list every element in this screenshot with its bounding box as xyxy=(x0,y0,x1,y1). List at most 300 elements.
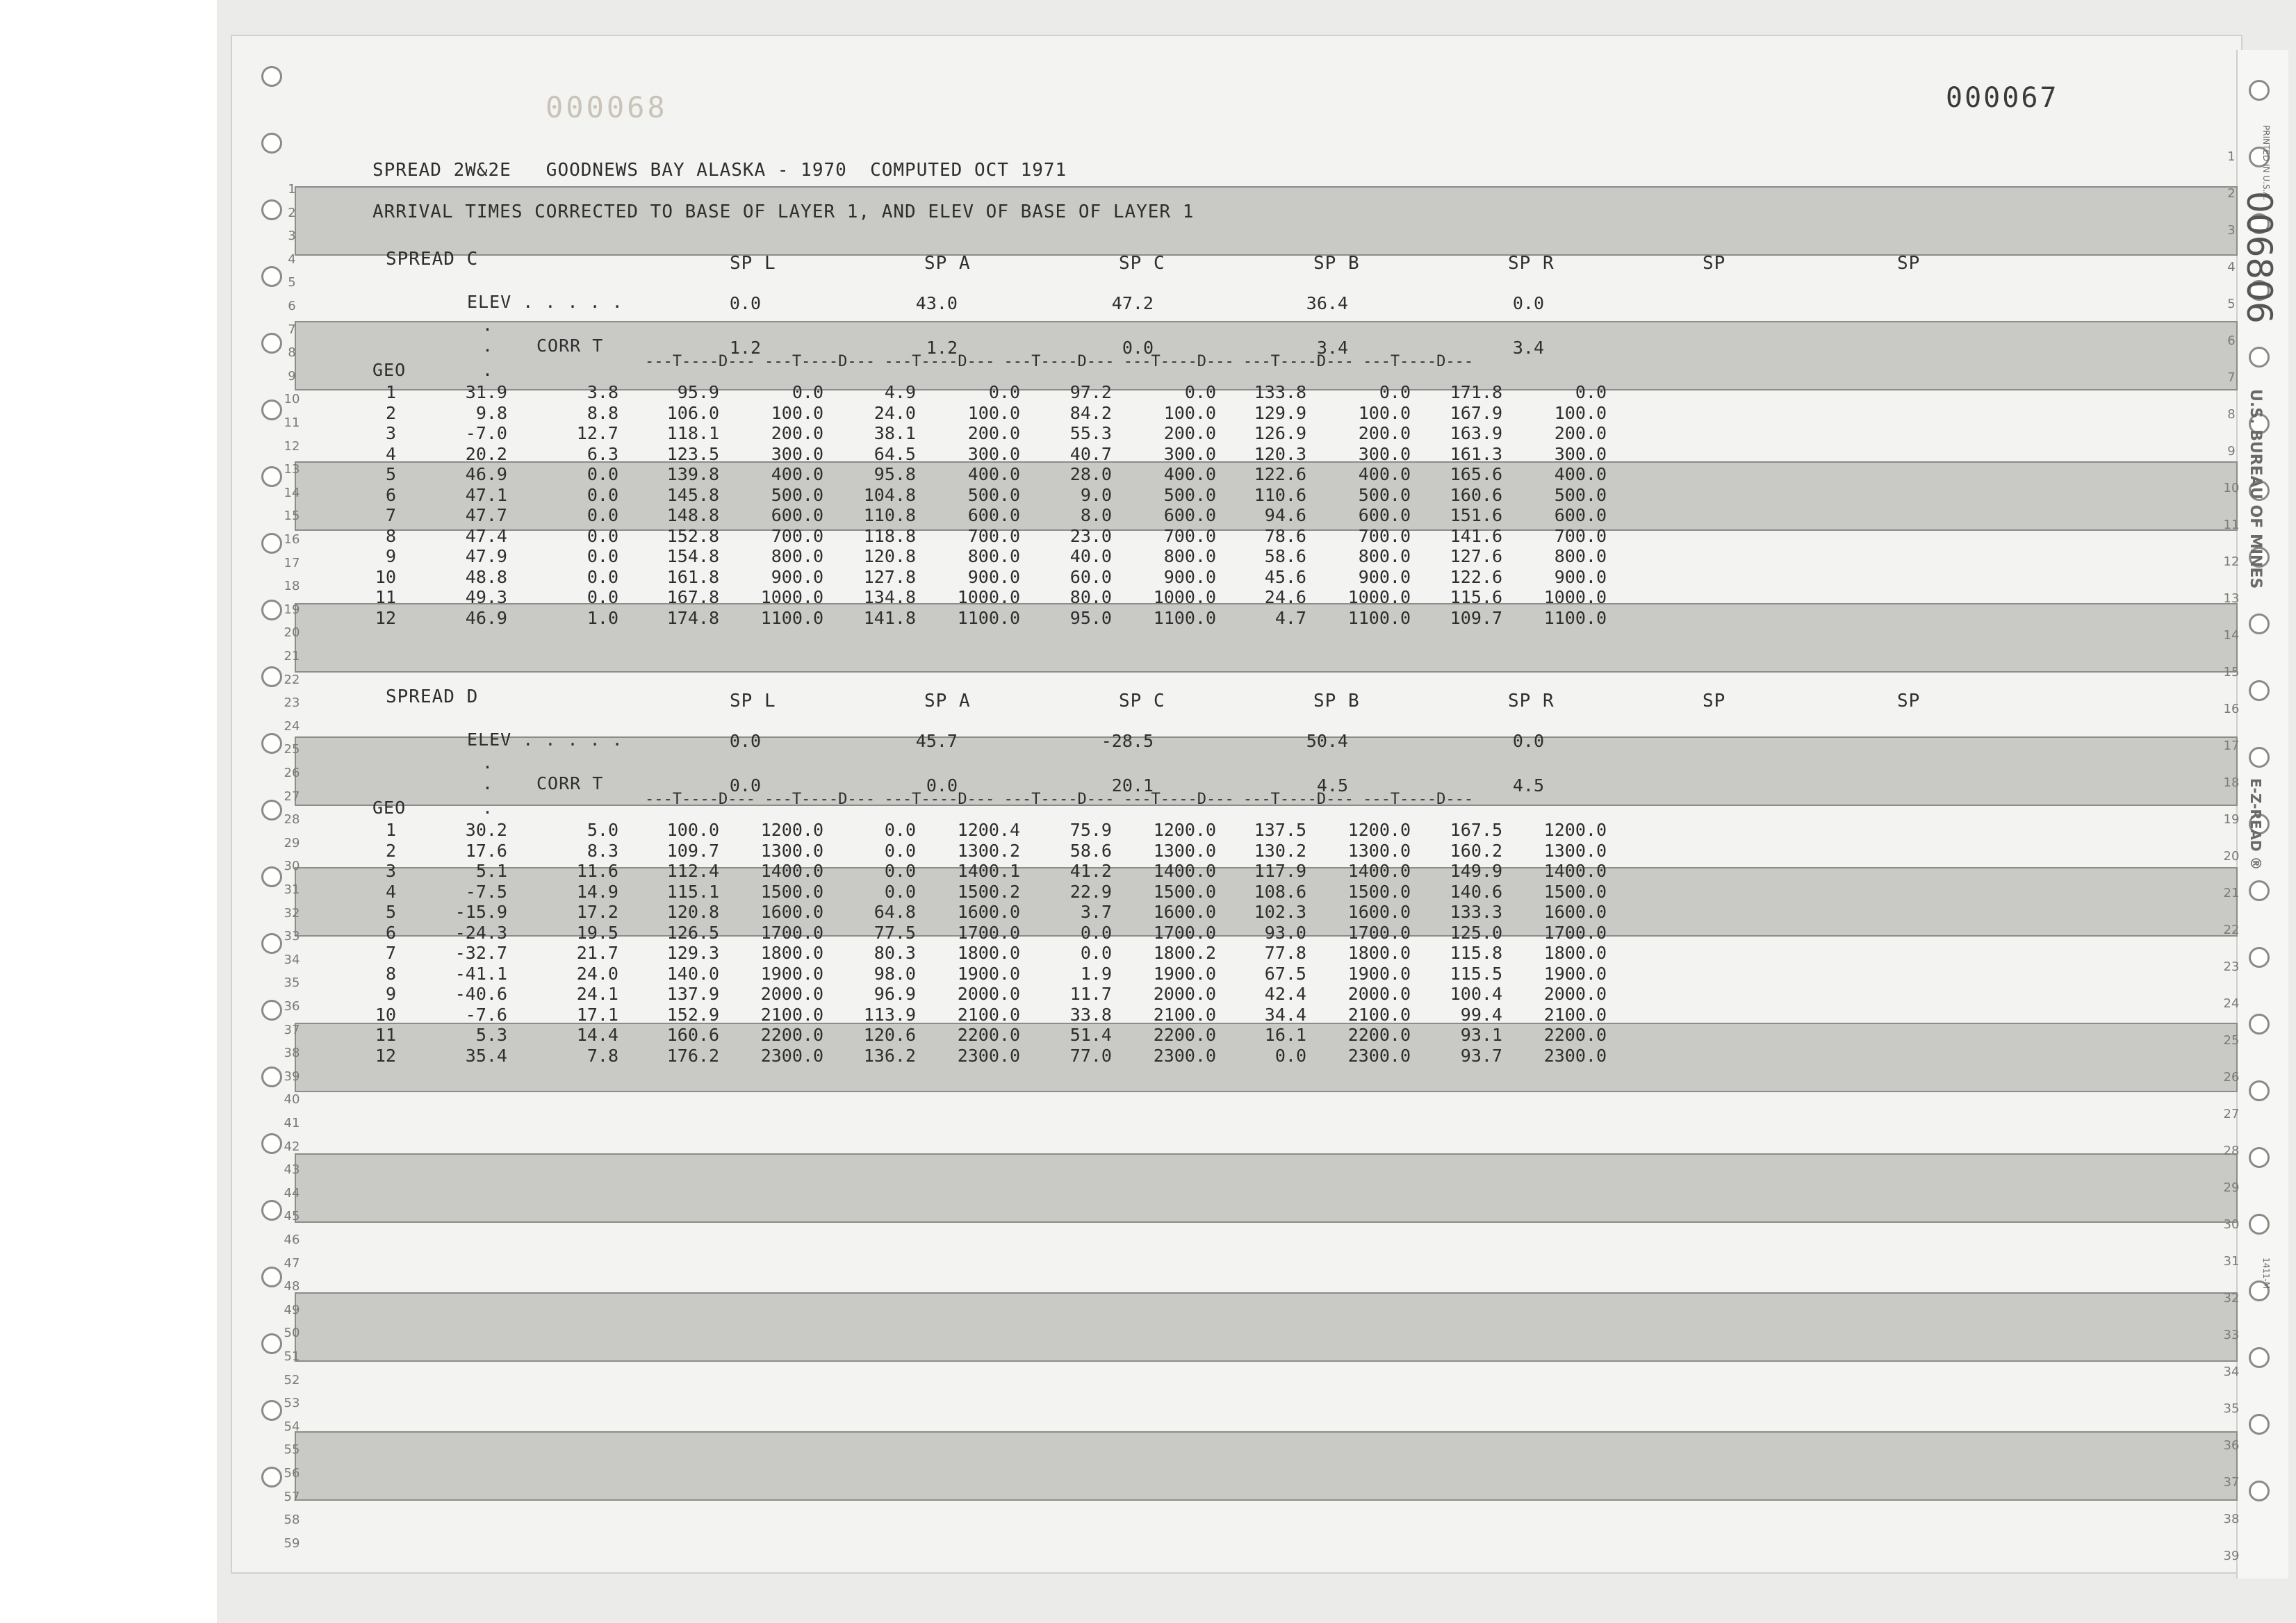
geo-elev: 47.1 xyxy=(465,484,507,505)
line-number-left: 36 xyxy=(284,999,300,1014)
geo-elev: -41.1 xyxy=(454,963,507,984)
arrival-time-t: 64.8 xyxy=(874,902,916,922)
arrival-time-t: 163.9 xyxy=(1450,423,1502,443)
distance-d: 900.0 xyxy=(771,566,823,587)
arrival-time-t: 95.8 xyxy=(874,464,916,484)
distance-d: 200.0 xyxy=(967,423,1020,443)
distance-d: 1700.0 xyxy=(957,922,1020,943)
corr-t-value: 1.2 xyxy=(729,338,761,358)
arrival-time-t: 51.4 xyxy=(1069,1025,1112,1045)
control-number: 000067 xyxy=(1946,82,2059,114)
line-number-left: 47 xyxy=(284,1255,300,1271)
distance-d: 200.0 xyxy=(1358,423,1411,443)
sprocket-hole-left xyxy=(261,266,282,287)
distance-d: 1200.0 xyxy=(1153,820,1216,840)
greenbar-band xyxy=(295,1153,2238,1223)
distance-d: 2000.0 xyxy=(1543,984,1607,1004)
arrival-time-t: 112.4 xyxy=(666,861,719,881)
distance-d: 600.0 xyxy=(1358,505,1411,525)
line-number-right: 30 xyxy=(2223,1217,2240,1232)
line-number-right: 11 xyxy=(2223,518,2240,532)
arrival-time-t: 100.0 xyxy=(666,820,719,840)
distance-d: 1900.0 xyxy=(1543,963,1607,984)
sprocket-hole-right xyxy=(2249,1481,2270,1501)
line-number-left: 49 xyxy=(284,1302,300,1317)
arrival-time-t: 0.0 xyxy=(1080,922,1112,943)
sp-column-header: SP R xyxy=(1508,253,1555,274)
arrival-time-t: 95.9 xyxy=(677,382,719,402)
line-number-right: 26 xyxy=(2223,1070,2240,1085)
sp-column-header: SP A xyxy=(924,691,971,711)
sp-column-header: SP L xyxy=(730,691,776,711)
line-number-left: 52 xyxy=(284,1372,300,1387)
arrival-time-t: 152.8 xyxy=(666,525,719,546)
distance-d: 1100.0 xyxy=(1153,607,1216,628)
distance-d: 500.0 xyxy=(1163,484,1216,505)
geo-elev: -15.9 xyxy=(454,902,507,922)
distance-d: 1700.0 xyxy=(1153,922,1216,943)
geo-corr: 24.0 xyxy=(576,963,618,984)
geo-corr: 0.0 xyxy=(587,525,618,546)
arrival-time-t: 0.0 xyxy=(1274,1045,1306,1066)
geo-corr: 6.3 xyxy=(587,443,618,464)
sprocket-hole-left xyxy=(261,933,282,954)
arrival-time-t: 75.9 xyxy=(1069,820,1112,840)
distance-d: 1100.0 xyxy=(760,607,823,628)
elev-value: 36.4 xyxy=(1306,293,1348,313)
distance-d: 600.0 xyxy=(1554,505,1607,525)
line-number-left: 21 xyxy=(284,649,300,664)
distance-d: 200.0 xyxy=(1163,423,1216,443)
distance-d: 900.0 xyxy=(1358,566,1411,587)
distance-d: 2100.0 xyxy=(1347,1004,1411,1025)
geo-number: 7 xyxy=(385,505,396,525)
arrival-time-t: 0.0 xyxy=(884,861,916,881)
arrival-time-t: 160.6 xyxy=(1450,484,1502,505)
arrival-time-t: 154.8 xyxy=(666,546,719,566)
geo-corr: 21.7 xyxy=(576,943,618,963)
distance-d: 500.0 xyxy=(771,484,823,505)
distance-d: 2000.0 xyxy=(957,984,1020,1004)
arrival-time-t: 167.9 xyxy=(1450,402,1502,423)
line-number-left: 1 xyxy=(288,182,296,197)
arrival-time-t: 33.8 xyxy=(1069,1004,1112,1025)
arrival-time-t: 160.2 xyxy=(1450,840,1502,861)
sp-column-header: SP L xyxy=(730,253,776,274)
arrival-time-t: 118.1 xyxy=(666,423,719,443)
distance-d: 900.0 xyxy=(967,566,1020,587)
report-title: SPREAD 2W&2E GOODNEWS BAY ALASKA - 1970 COMPUTED OCT 1971 xyxy=(372,160,1067,181)
corr-t-label: CORR T xyxy=(536,336,604,356)
arrival-time-t: 102.3 xyxy=(1254,902,1306,922)
arrival-time-t: 99.4 xyxy=(1460,1004,1502,1025)
distance-d: 1900.0 xyxy=(1153,963,1216,984)
sprocket-hole-left xyxy=(261,199,282,220)
line-number-left: 15 xyxy=(284,509,300,524)
distance-d: 1800.0 xyxy=(1543,943,1607,963)
greenbar-band xyxy=(295,1431,2238,1501)
line-number-right: 23 xyxy=(2223,959,2240,974)
arrival-time-t: 94.6 xyxy=(1264,505,1306,525)
distance-d: 0.0 xyxy=(1379,382,1411,402)
distance-d: 1800.0 xyxy=(760,943,823,963)
geo-corr: 8.8 xyxy=(587,402,618,423)
bureau-of-mines-text: U.S. BUREAU OF MINES xyxy=(2247,389,2264,589)
distance-d: 400.0 xyxy=(1358,464,1411,484)
arrival-time-t: 152.9 xyxy=(666,1004,719,1025)
sp-column-header: SP C xyxy=(1119,691,1165,711)
line-number-right: 25 xyxy=(2223,1033,2240,1048)
arrival-time-t: 171.8 xyxy=(1450,382,1502,402)
distance-d: 1600.0 xyxy=(1543,902,1607,922)
spread-name: SPREAD D xyxy=(386,686,479,707)
elev-value: 0.0 xyxy=(729,731,761,751)
line-number-right: 21 xyxy=(2223,886,2240,900)
geo-number: 8 xyxy=(385,963,396,984)
distance-d: 1900.0 xyxy=(1347,963,1411,984)
line-number-right: 3 xyxy=(2227,223,2236,238)
distance-d: 1000.0 xyxy=(1153,587,1216,607)
arrival-time-t: 100.4 xyxy=(1450,984,1502,1004)
arrival-time-t: 120.3 xyxy=(1254,443,1306,464)
geo-number: 5 xyxy=(385,464,396,484)
arrival-time-t: 110.6 xyxy=(1254,484,1306,505)
geo-number: 2 xyxy=(385,402,396,423)
line-number-left: 31 xyxy=(284,882,300,897)
geo-elev: 17.6 xyxy=(465,840,507,861)
td-column-header: ---T----D--- ---T----D--- ---T----D--- ---T----D--- ---T----D--- ---T----D--- ---T----D--- xyxy=(645,791,1474,808)
distance-d: 200.0 xyxy=(1554,423,1607,443)
sp-column-header: SP xyxy=(1897,253,1921,274)
arrival-time-t: 127.8 xyxy=(863,566,916,587)
sprocket-hole-right xyxy=(2249,80,2270,101)
geo-elev: -32.7 xyxy=(454,943,507,963)
line-number-right: 13 xyxy=(2223,591,2240,606)
elev-value: 0.0 xyxy=(1512,731,1544,751)
sprocket-hole-right xyxy=(2249,1347,2270,1368)
arrival-time-t: 24.6 xyxy=(1264,587,1306,607)
sp-column-header: SP B xyxy=(1313,253,1360,274)
line-number-left: 30 xyxy=(284,859,300,874)
arrival-time-t: 41.2 xyxy=(1069,861,1112,881)
distance-d: 2300.0 xyxy=(1543,1045,1607,1066)
line-number-left: 4 xyxy=(288,252,296,267)
distance-d: 1400.0 xyxy=(760,861,823,881)
arrival-time-t: 141.8 xyxy=(863,607,916,628)
arrival-time-t: 120.6 xyxy=(863,1025,916,1045)
line-number-left: 51 xyxy=(284,1349,300,1364)
corr-t-value: 1.2 xyxy=(926,338,958,358)
distance-d: 2100.0 xyxy=(1543,1004,1607,1025)
line-number-left: 44 xyxy=(284,1185,300,1201)
geo-elev: 31.9 xyxy=(465,382,507,402)
distance-d: 2300.0 xyxy=(1153,1045,1216,1066)
geo-elev: 49.3 xyxy=(465,587,507,607)
arrival-time-t: 167.8 xyxy=(666,587,719,607)
arrival-time-t: 4.9 xyxy=(884,382,916,402)
line-number-left: 23 xyxy=(284,695,300,711)
line-number-left: 32 xyxy=(284,905,300,921)
arrival-time-t: 58.6 xyxy=(1069,840,1112,861)
distance-d: 400.0 xyxy=(1163,464,1216,484)
arrival-time-t: 106.0 xyxy=(666,402,719,423)
distance-d: 2100.0 xyxy=(1153,1004,1216,1025)
arrival-time-t: 176.2 xyxy=(666,1045,719,1066)
line-number-left: 50 xyxy=(284,1326,300,1341)
line-number-left: 12 xyxy=(284,438,300,454)
line-number-right: 38 xyxy=(2223,1512,2240,1526)
arrival-time-t: 34.4 xyxy=(1264,1004,1306,1025)
arrival-time-t: 0.0 xyxy=(884,820,916,840)
line-number-left: 37 xyxy=(284,1022,300,1037)
sprocket-hole-right xyxy=(2249,947,2270,968)
line-number-left: 5 xyxy=(288,275,296,290)
distance-d: 500.0 xyxy=(1358,484,1411,505)
distance-d: 1800.0 xyxy=(1347,943,1411,963)
arrival-time-t: 129.3 xyxy=(666,943,719,963)
line-number-left: 18 xyxy=(284,579,300,594)
arrival-time-t: 140.0 xyxy=(666,963,719,984)
arrival-time-t: 9.0 xyxy=(1080,484,1112,505)
arrival-time-t: 148.8 xyxy=(666,505,719,525)
arrival-time-t: 58.6 xyxy=(1264,546,1306,566)
line-number-right: 8 xyxy=(2227,407,2236,422)
distance-d: 2000.0 xyxy=(760,984,823,1004)
line-number-left: 59 xyxy=(284,1535,300,1551)
distance-d: 2300.0 xyxy=(957,1045,1020,1066)
sp-column-header: SP xyxy=(1897,691,1921,711)
arrival-time-t: 104.8 xyxy=(863,484,916,505)
sprocket-hole-left xyxy=(261,533,282,554)
distance-d: 800.0 xyxy=(1554,546,1607,566)
distance-d: 2200.0 xyxy=(957,1025,1020,1045)
distance-d: 800.0 xyxy=(1163,546,1216,566)
geo-elev: 46.9 xyxy=(465,607,507,628)
arrival-time-t: 151.6 xyxy=(1450,505,1502,525)
sprocket-hole-right xyxy=(2249,1214,2270,1235)
geo-corr: 24.1 xyxy=(576,984,618,1004)
arrival-time-t: 55.3 xyxy=(1069,423,1112,443)
sprocket-hole-left xyxy=(261,1066,282,1087)
distance-d: 100.0 xyxy=(1554,402,1607,423)
arrival-time-t: 93.1 xyxy=(1460,1025,1502,1045)
distance-d: 1900.0 xyxy=(760,963,823,984)
geo-corr: 0.0 xyxy=(587,484,618,505)
line-number-left: 19 xyxy=(284,602,300,617)
geo-number: 12 xyxy=(375,1045,396,1066)
arrival-time-t: 134.8 xyxy=(863,587,916,607)
geo-label: GEO xyxy=(372,360,407,380)
line-number-right: 17 xyxy=(2223,739,2240,753)
sprocket-hole-left xyxy=(261,1400,282,1421)
line-number-left: 54 xyxy=(284,1419,300,1434)
geo-number: 8 xyxy=(385,525,396,546)
arrival-time-t: 22.9 xyxy=(1069,881,1112,902)
distance-d: 1500.0 xyxy=(1347,881,1411,902)
geo-elev: 35.4 xyxy=(465,1045,507,1066)
distance-d: 500.0 xyxy=(1554,484,1607,505)
arrival-time-t: 4.7 xyxy=(1274,607,1306,628)
line-number-right: 37 xyxy=(2223,1475,2240,1490)
elev-value: 47.2 xyxy=(1111,293,1154,313)
distance-d: 1400.0 xyxy=(1347,861,1411,881)
arrival-time-t: 8.0 xyxy=(1080,505,1112,525)
corr-t-label: CORR T xyxy=(536,773,604,793)
corr-t-value: 0.0 xyxy=(926,775,958,796)
line-number-left: 14 xyxy=(284,485,300,500)
arrival-time-t: 139.8 xyxy=(666,464,719,484)
geo-elev: 9.8 xyxy=(475,402,507,423)
distance-d: 600.0 xyxy=(967,505,1020,525)
line-number-left: 26 xyxy=(284,766,300,780)
arrival-time-t: 133.3 xyxy=(1450,902,1502,922)
geo-corr: 7.8 xyxy=(587,1045,618,1066)
line-number-left: 20 xyxy=(284,625,300,641)
line-number-left: 41 xyxy=(284,1116,300,1130)
distance-d: 600.0 xyxy=(1163,505,1216,525)
arrival-time-t: 28.0 xyxy=(1069,464,1112,484)
sprocket-hole-left xyxy=(261,666,282,687)
distance-d: 1500.0 xyxy=(1543,881,1607,902)
arrival-time-t: 140.6 xyxy=(1450,881,1502,902)
line-number-right: 12 xyxy=(2223,554,2240,569)
line-number-right: 20 xyxy=(2223,849,2240,864)
sprocket-hole-left xyxy=(261,800,282,821)
arrival-time-t: 40.7 xyxy=(1069,443,1112,464)
distance-d: 300.0 xyxy=(1358,443,1411,464)
sprocket-hole-right xyxy=(2249,1014,2270,1035)
sprocket-hole-left xyxy=(261,399,282,420)
line-number-right: 6 xyxy=(2227,333,2236,348)
sprocket-hole-left xyxy=(261,866,282,887)
geo-number: 1 xyxy=(385,820,396,840)
greenbar-band xyxy=(295,1292,2238,1362)
arrival-time-t: 97.2 xyxy=(1069,382,1112,402)
sprocket-hole-left xyxy=(261,1333,282,1354)
geo-number: 10 xyxy=(375,1004,396,1025)
elev-value: 50.4 xyxy=(1306,731,1348,751)
line-number-left: 2 xyxy=(288,205,296,220)
dot-marker: . xyxy=(482,315,494,335)
geo-elev: -40.6 xyxy=(454,984,507,1004)
printed-in-usa-text: PRINTED IN U.S.A. xyxy=(2261,125,2271,201)
elev-value: 43.0 xyxy=(915,293,958,313)
geo-elev: 5.3 xyxy=(475,1025,507,1045)
distance-d: 900.0 xyxy=(1163,566,1216,587)
line-number-right: 33 xyxy=(2223,1328,2240,1342)
distance-d: 2100.0 xyxy=(957,1004,1020,1025)
line-number-right: 36 xyxy=(2223,1438,2240,1453)
sprocket-hole-right xyxy=(2249,347,2270,368)
distance-d: 400.0 xyxy=(1554,464,1607,484)
dot-marker: . xyxy=(482,752,494,773)
sprocket-hole-left xyxy=(261,1200,282,1221)
geo-elev: -24.3 xyxy=(454,922,507,943)
dot-marker: . xyxy=(482,360,494,380)
arrival-time-t: 38.1 xyxy=(874,423,916,443)
sp-column-header: SP B xyxy=(1313,691,1360,711)
arrival-time-t: 174.8 xyxy=(666,607,719,628)
distance-d: 1600.0 xyxy=(1347,902,1411,922)
distance-d: 2100.0 xyxy=(760,1004,823,1025)
geo-number: 4 xyxy=(385,881,396,902)
distance-d: 700.0 xyxy=(967,525,1020,546)
arrival-time-t: 23.0 xyxy=(1069,525,1112,546)
line-number-left: 48 xyxy=(284,1279,300,1294)
distance-d: 1800.2 xyxy=(1153,943,1216,963)
line-number-right: 19 xyxy=(2223,812,2240,827)
line-number-right: 28 xyxy=(2223,1144,2240,1158)
geo-elev: -7.5 xyxy=(465,881,507,902)
arrival-time-t: 120.8 xyxy=(863,546,916,566)
geo-number: 10 xyxy=(375,566,396,587)
report-subtitle: ARRIVAL TIMES CORRECTED TO BASE OF LAYER 1, AND ELEV OF BASE OF LAYER 1 xyxy=(372,201,1195,222)
arrival-time-t: 127.6 xyxy=(1450,546,1502,566)
geo-number: 9 xyxy=(385,546,396,566)
line-number-right: 35 xyxy=(2223,1401,2240,1416)
arrival-time-t: 113.9 xyxy=(863,1004,916,1025)
elev-value: 45.7 xyxy=(915,731,958,751)
line-number-left: 24 xyxy=(284,718,300,734)
arrival-time-t: 80.0 xyxy=(1069,587,1112,607)
distance-d: 1200.0 xyxy=(1347,820,1411,840)
elev-label: ELEV . . . . . xyxy=(467,292,623,312)
distance-d: 2000.0 xyxy=(1347,984,1411,1004)
line-number-left: 57 xyxy=(284,1489,300,1504)
line-number-left: 43 xyxy=(284,1162,300,1178)
line-number-right: 9 xyxy=(2227,444,2236,459)
arrival-time-t: 24.0 xyxy=(874,402,916,423)
distance-d: 2200.0 xyxy=(760,1025,823,1045)
arrival-time-t: 123.5 xyxy=(666,443,719,464)
geo-elev: 46.9 xyxy=(465,464,507,484)
line-number-right: 4 xyxy=(2227,260,2236,274)
line-number-left: 22 xyxy=(284,672,300,687)
line-number-left: 28 xyxy=(284,812,300,827)
distance-d: 800.0 xyxy=(1358,546,1411,566)
faded-stamp-number: 000068 xyxy=(546,90,668,124)
line-number-left: 11 xyxy=(284,415,300,430)
arrival-time-t: 78.6 xyxy=(1264,525,1306,546)
sp-column-header: SP R xyxy=(1508,691,1555,711)
geo-number: 6 xyxy=(385,922,396,943)
distance-d: 700.0 xyxy=(771,525,823,546)
arrival-time-t: 93.7 xyxy=(1460,1045,1502,1066)
distance-d: 1500.0 xyxy=(760,881,823,902)
geo-number: 3 xyxy=(385,861,396,881)
sp-column-header: SP xyxy=(1703,691,1726,711)
sprocket-hole-right xyxy=(2249,880,2270,901)
geo-elev: 47.9 xyxy=(465,546,507,566)
sprocket-hole-right xyxy=(2249,1147,2270,1168)
distance-d: 1400.0 xyxy=(1543,861,1607,881)
dot-marker: . xyxy=(482,336,494,356)
arrival-time-t: 115.5 xyxy=(1450,963,1502,984)
corr-t-value: 0.0 xyxy=(1122,338,1154,358)
arrival-time-t: 130.2 xyxy=(1254,840,1306,861)
arrival-time-t: 126.9 xyxy=(1254,423,1306,443)
distance-d: 1600.0 xyxy=(1153,902,1216,922)
arrival-time-t: 133.8 xyxy=(1254,382,1306,402)
arrival-time-t: 145.8 xyxy=(666,484,719,505)
arrival-time-t: 126.5 xyxy=(666,922,719,943)
distance-d: 2200.0 xyxy=(1543,1025,1607,1045)
arrival-time-t: 80.3 xyxy=(874,943,916,963)
arrival-time-t: 109.7 xyxy=(666,840,719,861)
sprocket-hole-left xyxy=(261,733,282,754)
sprocket-hole-right xyxy=(2249,747,2270,768)
geo-elev: -7.0 xyxy=(465,423,507,443)
